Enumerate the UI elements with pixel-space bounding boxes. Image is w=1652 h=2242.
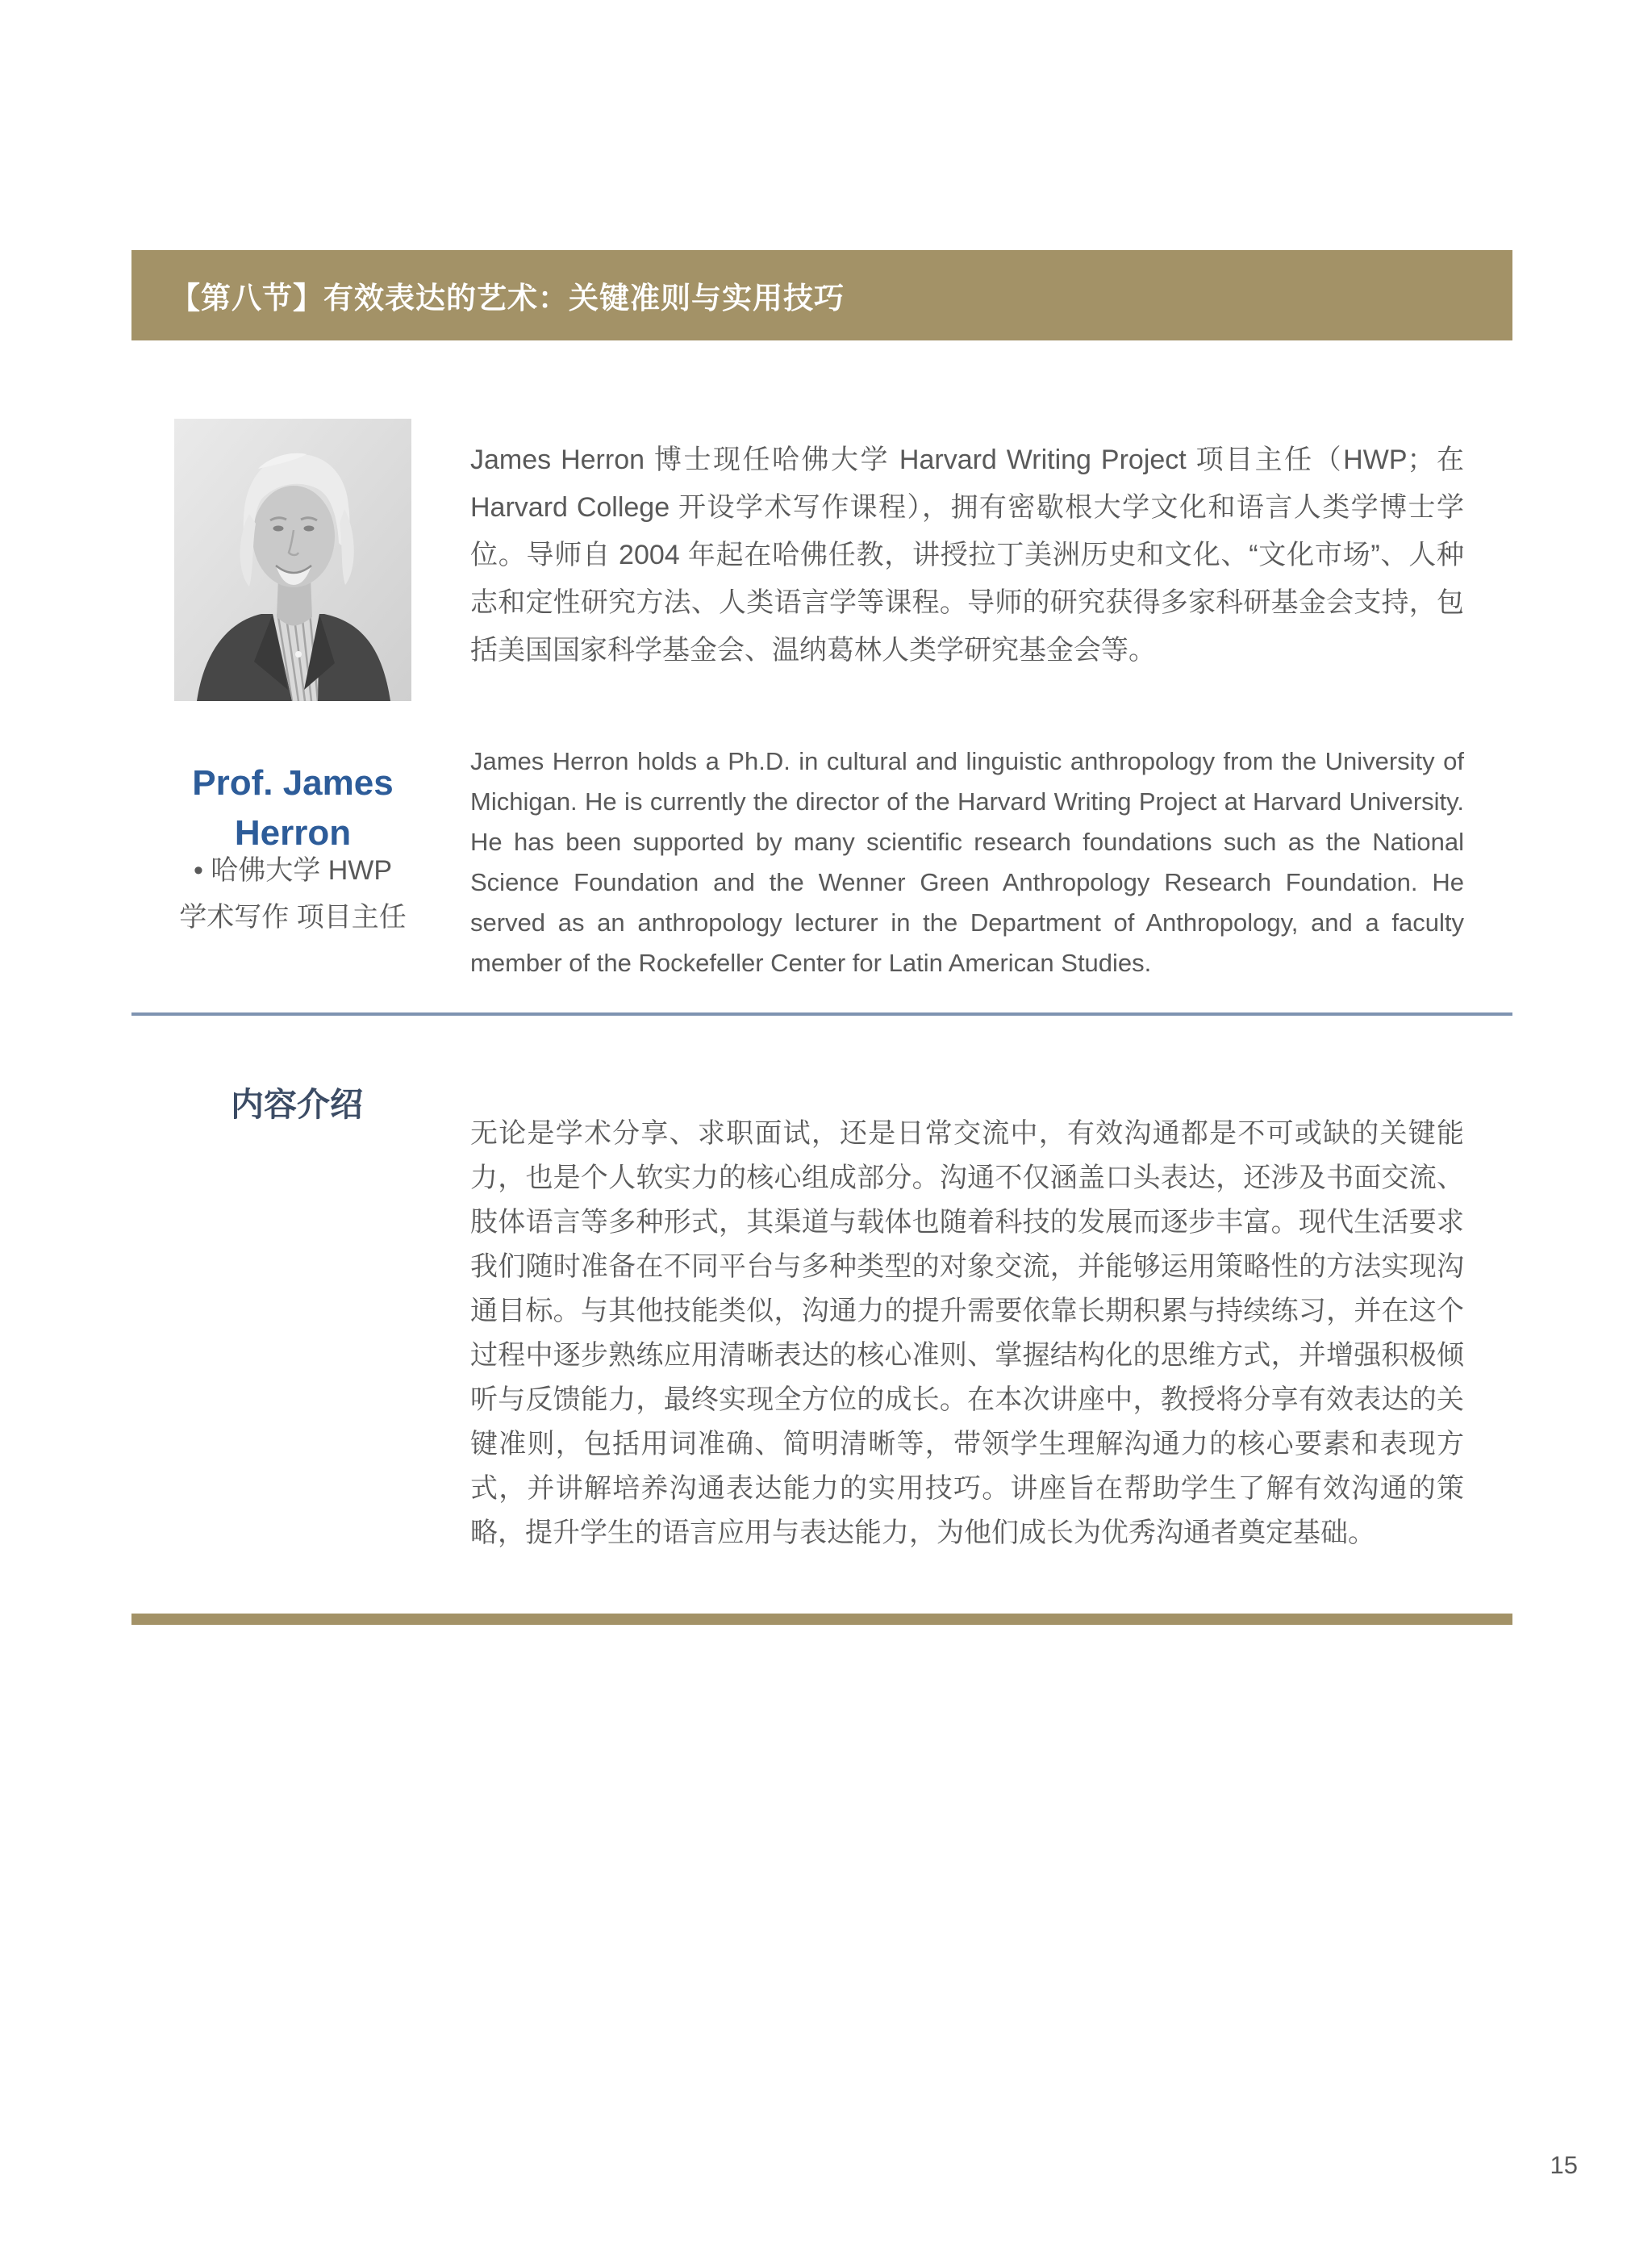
section-header-bar [131,250,1512,340]
section-title: 【第八节】有效表达的艺术：关键准则与实用技巧 [170,282,845,315]
professor-photo [174,419,411,701]
professor-bio-english: James Herron holds a Ph.D. in cultural and linguistic anthropology from the University of Michigan. He is currently the director of the Harvard Writing Project at Harvard University. He has been supported by many scientific research foundations such as the National Science Foundation and the Wenner Green Anthropology Research Foundation. He served as an anthropology lecturer in the Department of Anthropology, and a faculty member of the Rockefeller Center for Latin American Studies. [470,747,1464,977]
portrait-illustration [174,419,411,701]
professor-affiliation-line2: 学术写作 项目主任 [179,902,407,933]
professor-affiliation-line1: • 哈佛大学 HWP [193,855,393,886]
section-divider-line [131,1012,1512,1016]
professor-bio-chinese: James Herron 博士现任哈佛大学 Harvard Writing Project 项目主任（HWP；在 Harvard College 开设学术写作课程），拥有密歇根大学文化和语言人类学博士学位。导师自 2004 年起在哈佛任教，讲授拉丁美洲历史和文化、“文化市场”、人种志和定性研究方法、人类语言学等课程。导师的研究获得多家科研基金会支持，包括美国国家科学基金会、温纳葛林人类学研究基金会等。 [470,445,1464,666]
professor-name-line1: Prof. James [192,763,394,803]
page-number: 15 [1550,2151,1578,2179]
content-intro-heading: 内容介绍 [231,1086,363,1123]
content-intro-body: 无论是学术分享、求职面试，还是日常交流中，有效沟通都是不可或缺的关键能力，也是个人软实力的核心组成部分。沟通不仅涵盖口头表达，还涉及书面交流、肢体语言等多种形式，其渠道与载体也随着科技的发展而逐步丰富。现代生活要求我们随时准备在不同平台与多种类型的对象交流，并能够运用策略性的方法实现沟通目标。与其他技能类似，沟通力的提升需要依靠长期积累与持续练习，并在这个过程中逐步熟练应用清晰表达的核心准则、掌握结构化的思维方式，并增强积极倾听与反馈能力，最终实现全方位的成长。在本次讲座中，教授将分享有效表达的关键准则，包括用词准确、简明清晰等，带领学生理解沟通力的核心要素和表现方式，并讲解培养沟通表达能力的实用技巧。讲座旨在帮助学生了解有效沟通的策略，提升学生的语言应用与表达能力，为他们成长为优秀沟通者奠定基础。 [470,1118,1464,1548]
professor-affiliation [134,847,452,941]
footer-accent-bar [131,1614,1512,1625]
professor-name [134,758,452,858]
professor-name-line2: Herron [234,813,352,853]
